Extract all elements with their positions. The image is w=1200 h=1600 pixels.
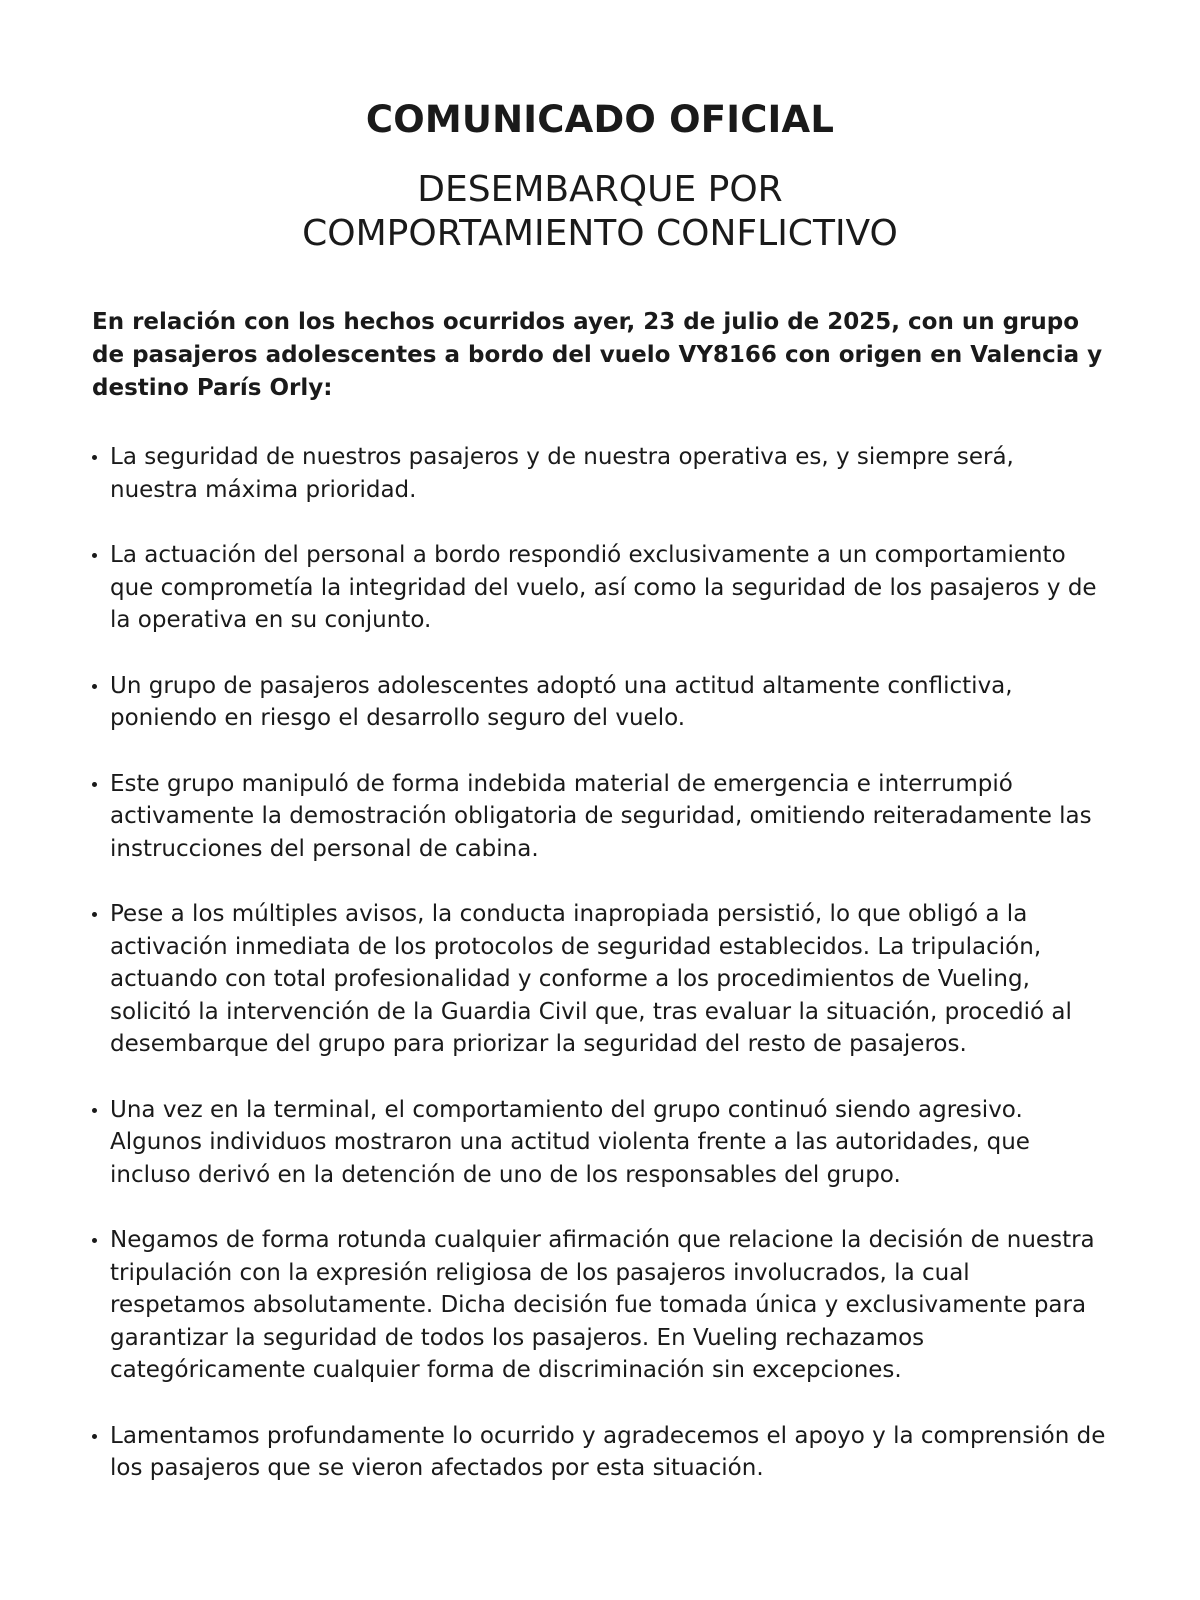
bullet-text: Este grupo manipuló de forma indebida material de emergencia e interrumpió activamente la demostración obligatoria de seguridad, omitiendo reiteradamente las instrucciones del personal de cabina.	[110, 770, 1092, 862]
bullet-text: Un grupo de pasajeros adolescentes adoptó una actitud altamente conflictiva, poniendo en riesgo el desarrollo seguro del vuelo.	[110, 672, 1013, 731]
bullet-item	[92, 670, 1108, 735]
bullet-text: La seguridad de nuestros pasajeros y de nuestra operativa es, y siempre será, nuestra máxima prioridad.	[110, 444, 1014, 503]
page-title: COMUNICADO OFICIAL	[365, 98, 835, 141]
bullet-item	[92, 539, 1108, 637]
bullet-item	[92, 1420, 1108, 1485]
bullet-dot-icon	[92, 912, 97, 917]
bullet-dot-icon	[92, 1434, 97, 1439]
bullet-text: Pese a los múltiples avisos, la conducta inapropiada persistió, lo que obligó a la activación inmediata de los protocolos de seguridad establecidos. La tripulación, actuando con total profesionalidad y conforme a los procedimientos de Vueling, solicitó la intervención de la Guardia Civil que, tras evaluar la situación, procedió al desembarque del grupo para priorizar la seguridad del resto de pasajeros.	[110, 901, 1072, 1057]
bullet-item	[92, 1094, 1108, 1192]
bullet-text: Negamos de forma rotunda cualquier afirmación que relacione la decisión de nuestra tripulación con la expresión religiosa de los pasajeros involucrados, la cual respetamos absolutamente. Dicha decisión fue tomada única y exclusivamente para garantizar la seguridad de todos los pasajeros. En Vueling rechazamos categóricamente cualquier forma de discriminación sin excepciones.	[110, 1227, 1095, 1383]
page-subtitle: DESEMBARQUE POR COMPORTAMIENTO CONFLICTIVO	[302, 169, 898, 254]
bullet-dot-icon	[92, 455, 97, 460]
bullet-text: Una vez en la terminal, el comportamiento del grupo continuó siendo agresivo. Algunos individuos mostraron una actitud violenta frente a las autoridades, que incluso derivó en la detención de uno de los responsables del grupo.	[110, 1096, 1030, 1188]
bullet-dot-icon	[92, 1108, 97, 1113]
bullet-text: Lamentamos profundamente lo ocurrido y agradecemos el apoyo y la comprensión de los pasajeros que se vieron afectados por esta situación.	[110, 1422, 1106, 1481]
bullet-item	[92, 1224, 1108, 1387]
bullet-dot-icon	[92, 1238, 97, 1243]
bullet-item	[92, 898, 1108, 1061]
bullet-text: La actuación del personal a bordo respondió exclusivamente a un comportamiento que comprometía la integridad del vuelo, así como la seguridad de los pasajeros y de la operativa en su conjunto.	[110, 542, 1097, 633]
bullet-item	[92, 441, 1108, 506]
bullet-item	[92, 768, 1108, 866]
statement-bullet-list	[92, 441, 1108, 1485]
bullet-dot-icon	[92, 684, 97, 689]
bullet-dot-icon	[92, 782, 97, 787]
bullet-dot-icon	[92, 553, 97, 558]
intro-paragraph: En relación con los hechos ocurridos ayer, 23 de julio de 2025, con un grupo de pasajeros adolescentes a bordo del vuelo VY8166 con origen en Valencia y destino París Orly:	[92, 309, 1103, 401]
